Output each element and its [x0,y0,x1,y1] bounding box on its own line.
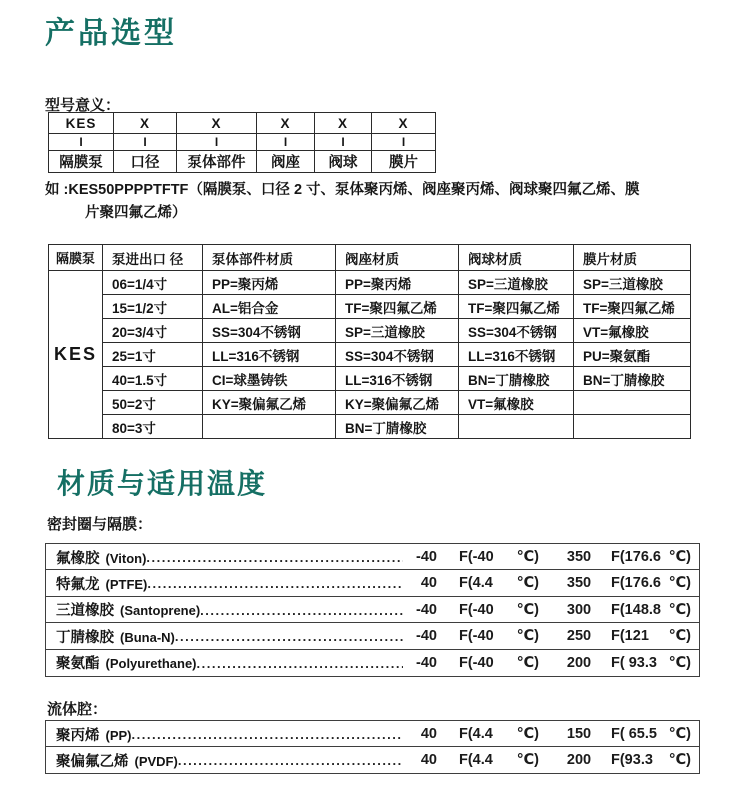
dots-leader [200,598,403,623]
max-f-value: 300 [566,601,592,618]
table-cell: SP=三道橡胶 [459,271,574,295]
table-cell: I [49,134,114,151]
table-cell: PP=聚丙烯 [336,271,459,295]
min-c-close: ℃) [516,628,539,645]
header-cell: 泵体部件材质 [203,245,336,271]
table-cell: TF=聚四氟乙烯 [459,295,574,319]
table-cell: VT=氟橡胶 [459,391,574,415]
min-c-open: F(-40 [459,601,494,618]
table-cell: LL=316不锈钢 [459,343,574,367]
table-cell: KY=聚偏氟乙烯 [336,391,459,415]
model-meaning-table [48,112,436,173]
min-c-open: F(4.4 [459,575,493,592]
table-cell: I [315,134,372,151]
table-cell [574,415,691,439]
max-c-open: F(121 [611,628,649,645]
table-row [49,319,691,343]
max-f-value: 250 [566,628,592,645]
table-row [49,295,691,319]
material-name-zh: 聚丙烯 [56,727,100,744]
max-f-value: 350 [566,575,592,592]
max-c-value [611,655,691,671]
example-line-1: 如 :KES50PPPPTFTF（隔膜泵、口径 2 寸、泵体聚丙烯、阀座聚丙烯、阀球聚四氟乙烯、膜 [45,182,640,198]
material-name-en: (PP) [105,727,132,743]
table-cell: 阀座 [257,151,315,173]
min-c-open: F(4.4 [459,726,493,742]
temp-row [45,746,700,774]
min-c-value [459,602,539,618]
table-cell: AL=铝合金 [203,295,336,319]
material-name-en: (Santoprene) [120,603,201,619]
fluid-chamber-label: 流体腔： [47,701,108,718]
table-cell: X [372,113,436,134]
table-cell: BN=丁腈橡胶 [336,415,459,439]
max-c-value [611,602,691,618]
material-name-zh: 三道橡胶 [56,603,114,620]
min-c-open: F(4.4 [459,752,493,769]
max-f-value: 200 [566,654,592,671]
max-f-value: 150 [566,726,592,742]
dots-leader [197,651,403,676]
model-connector-row [49,134,436,151]
max-c-close: ℃) [668,654,691,671]
brand-cell: KES [49,271,103,439]
min-c-close: ℃) [516,549,539,565]
dots-leader [132,722,404,747]
dots-leader [178,748,403,773]
max-c-close: ℃) [668,752,691,769]
max-c-open: F( 93.3 [611,654,657,671]
seal-temp-table [45,543,700,677]
material-name-zh: 丁腈橡胶 [56,629,114,646]
min-c-close: ℃) [516,575,539,592]
material-name [56,750,178,771]
material-name-en: (PVDF) [134,753,178,769]
header-cell: 隔膜泵 [49,245,103,271]
table-cell [459,415,574,439]
table-cell: SP=三道橡胶 [574,271,691,295]
min-c-close: ℃) [516,654,539,671]
max-c-value [611,726,691,742]
table-cell: PP=聚丙烯 [203,271,336,295]
table-row [49,367,691,391]
max-f-value: 350 [566,549,592,565]
max-c-value [611,575,691,591]
table-cell: X [315,113,372,134]
table-cell: I [257,134,315,151]
selection-table [48,244,691,439]
header-cell: 泵进出口 径 [103,245,203,271]
table-cell: 20=3/4寸 [103,319,203,343]
table-row [49,391,691,415]
table-cell: LL=316不锈钢 [336,367,459,391]
table-cell: 06=1/4寸 [103,271,203,295]
table-cell: I [114,134,177,151]
min-f-value: -40 [416,549,437,565]
temp-row [45,596,700,624]
dots-leader [147,571,403,596]
temp-row [45,543,700,571]
page-title: 产品选型 [45,17,177,50]
example-line-2: 片聚四氟乙烯） [85,205,187,221]
max-f-value: 200 [566,752,592,769]
min-c-close: ℃) [516,601,539,618]
table-cell: 50=2寸 [103,391,203,415]
material-name [56,547,146,568]
table-cell: 膜片 [372,151,436,173]
temp-row [45,569,700,597]
max-c-open: F(148.8 [611,601,661,618]
max-c-open: F( 65.5 [611,726,657,742]
max-c-close: ℃) [668,575,691,592]
table-cell: TF=聚四氟乙烯 [574,295,691,319]
seal-diaphragm-label: 密封圈与隔膜： [47,516,153,533]
max-c-open: F(176.6 [611,549,661,565]
temp-row [45,720,700,748]
header-cell: 膜片材质 [574,245,691,271]
material-name [56,724,132,745]
min-c-value [459,726,539,742]
table-cell: 阀球 [315,151,372,173]
model-code-row [49,113,436,134]
table-cell: I [177,134,257,151]
table-cell: X [177,113,257,134]
material-name-zh: 聚偏氟乙烯 [56,753,129,770]
table-cell: X [257,113,315,134]
material-name [56,599,200,620]
fluid-temp-table [45,720,700,774]
material-name-en: (Polyurethane) [105,656,197,672]
model-meaning-label: 型号意义： [45,97,121,114]
table-cell: 25=1寸 [103,343,203,367]
material-name-en: (Viton) [105,550,147,566]
table-cell: BN=丁腈橡胶 [459,367,574,391]
material-name-en: (Buna-N) [120,629,175,645]
table-cell: KES [49,113,114,134]
material-name-en: (PTFE) [105,576,148,592]
max-c-close: ℃) [668,628,691,645]
max-c-close: ℃) [668,601,691,618]
material-name [56,573,147,594]
min-c-close: ℃) [516,752,539,769]
min-f-value: 40 [420,575,437,592]
min-f-value: -40 [416,628,437,645]
table-cell: SP=三道橡胶 [336,319,459,343]
min-c-value [459,549,539,565]
table-cell: 80=3寸 [103,415,203,439]
header-cell: 阀座材质 [336,245,459,271]
temp-row [45,622,700,650]
min-f-value: -40 [416,654,437,671]
table-cell: X [114,113,177,134]
table-row [49,343,691,367]
temp-row [45,649,700,677]
table-cell: SS=304不锈钢 [336,343,459,367]
min-f-value: 40 [420,726,437,742]
table-cell: PU=聚氨酯 [574,343,691,367]
table-cell: I [372,134,436,151]
min-c-value [459,628,539,644]
min-c-open: F(-40 [459,549,494,565]
section-title-materials: 材质与适用温度 [57,468,268,499]
max-c-value [611,752,691,768]
table-cell: SS=304不锈钢 [203,319,336,343]
model-code-example [45,179,710,225]
material-name-zh: 聚氨酯 [56,656,100,673]
table-cell: VT=氟橡胶 [574,319,691,343]
material-name-zh: 氟橡胶 [56,550,100,567]
table-cell: SS=304不锈钢 [459,319,574,343]
max-c-open: F(176.6 [611,575,661,592]
table-cell [574,391,691,415]
dots-leader [175,624,403,649]
table-cell: BN=丁腈橡胶 [574,367,691,391]
material-name-zh: 特氟龙 [56,576,100,593]
min-c-value [459,655,539,671]
min-c-value [459,752,539,768]
table-cell: 泵体部件 [177,151,257,173]
material-name [56,626,175,647]
table-cell: 15=1/2寸 [103,295,203,319]
material-name [56,652,197,673]
table-cell: TF=聚四氟乙烯 [336,295,459,319]
dots-leader [146,545,403,570]
table-cell: 40=1.5寸 [103,367,203,391]
table-cell: 口径 [114,151,177,173]
max-c-close: ℃) [668,549,691,565]
table-cell: KY=聚偏氟乙烯 [203,391,336,415]
model-part-row [49,151,436,173]
table-cell [203,415,336,439]
min-c-open: F(-40 [459,654,494,671]
header-cell: 阀球材质 [459,245,574,271]
selection-header-row [49,245,691,271]
max-c-close: ℃) [668,726,691,742]
max-c-value [611,549,691,565]
max-c-open: F(93.3 [611,752,653,769]
table-row [49,415,691,439]
max-c-value [611,628,691,644]
table-cell: 隔膜泵 [49,151,114,173]
min-c-value [459,575,539,591]
table-cell: CI=球墨铸铁 [203,367,336,391]
min-f-value: -40 [416,601,437,618]
table-cell: LL=316不锈钢 [203,343,336,367]
table-row [49,271,691,295]
min-f-value: 40 [420,752,437,769]
min-c-open: F(-40 [459,628,494,645]
min-c-close: ℃) [516,726,539,742]
